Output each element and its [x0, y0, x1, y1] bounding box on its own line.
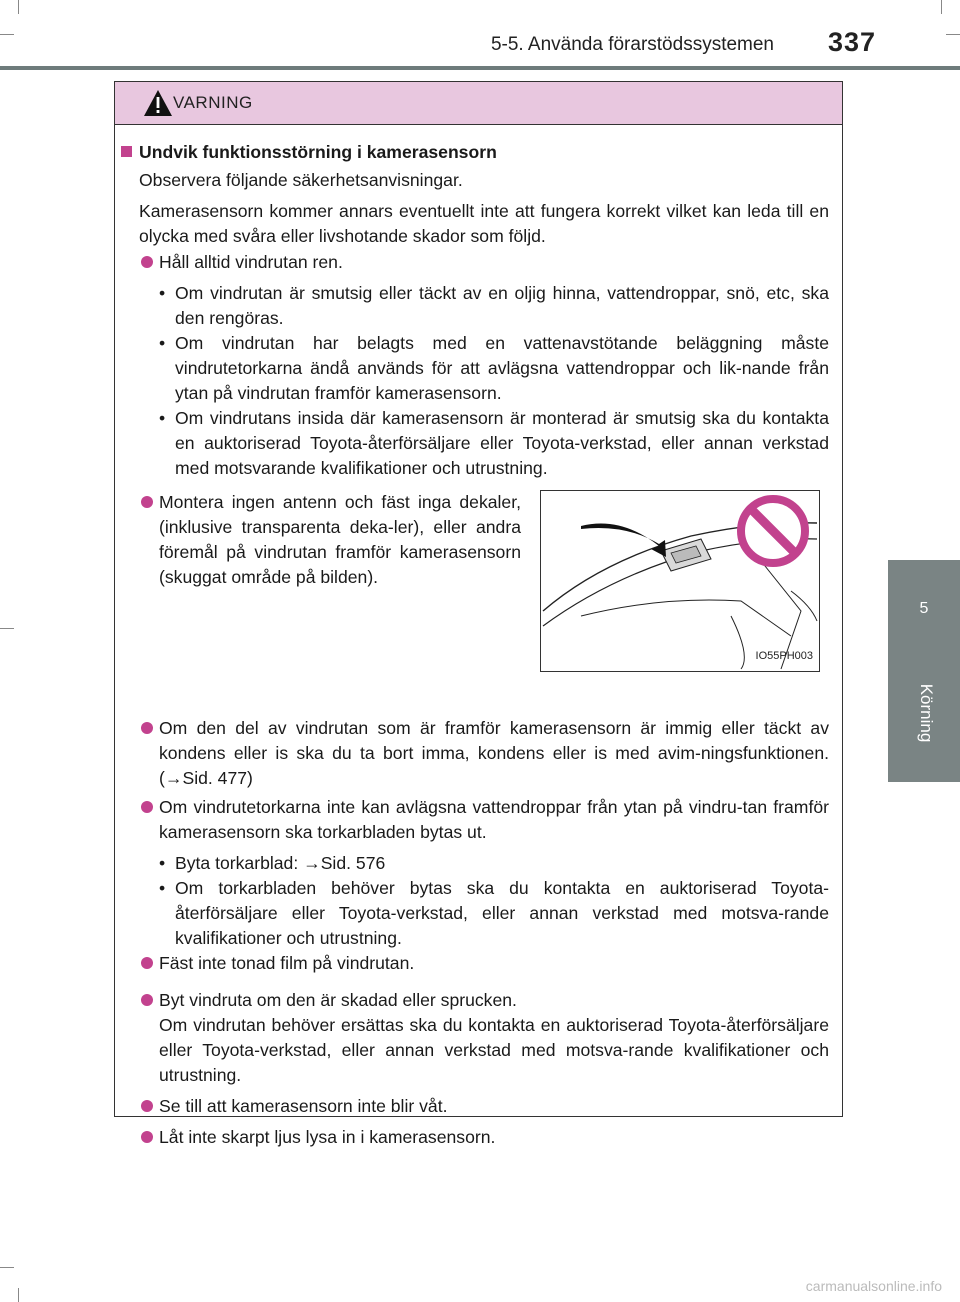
- bullet-dot-icon: [141, 994, 153, 1006]
- sub-bullet-item: Om torkarbladen behöver bytas ska du kontakta en auktoriserad Toyota-återförsäljare eller Toyota-verkstad, eller annan verkstad med motsva-rande kvalifikationer och utrustning.: [175, 878, 829, 948]
- warning-triangle-icon: [143, 89, 173, 117]
- pointer-arrow-icon: [581, 524, 666, 558]
- sub-bullet-item: Om vindrutans insida där kamerasensorn är monterad är smutsig ska du kontakta en auktoriserad Toyota-återförsäljare eller Toyota-verkstad, eller annan verkstad med motsvarande kvalifikationer och utrustning.: [175, 408, 829, 478]
- bullet-dot-icon: [141, 801, 153, 813]
- bullet-item: Om den del av vindrutan som är framför kamerasensorn är immig eller täckt av kondens eller is ska du ta bort imma, kondens eller is med avim-ningsfunktionen. (→Sid. 477): [159, 718, 829, 788]
- chapter-label-wrap: [906, 658, 946, 768]
- crop-mark: [18, 1288, 19, 1302]
- bullet-dot-icon: [141, 957, 153, 969]
- bullet-item: Håll alltid vindrutan ren.: [159, 252, 343, 272]
- sub-bullet-icon: •: [159, 333, 166, 353]
- bullet-item: Om vindrutetorkarna inte kan avlägsna vattendroppar från ytan på vindru-tan framför kamerasensorn ska torkarbladen bytas ut.: [159, 797, 829, 842]
- bullet-item: Fäst inte tonad film på vindrutan.: [159, 953, 415, 973]
- crop-mark: [0, 628, 14, 629]
- intro-paragraph: Kamerasensorn kommer annars eventuellt inte att fungera korrekt vilket kan leda till en olycka med svåra eller livshotande skador som följd.: [139, 201, 829, 246]
- chapter-label: Körning: [917, 683, 936, 743]
- sub-bullet-icon: •: [159, 408, 166, 428]
- bullet-item: Se till att kamerasensorn inte blir våt.: [159, 1096, 448, 1116]
- windshield-figure: [540, 490, 820, 672]
- bullet-item: Låt inte skarpt ljus lysa in i kamerasensorn.: [159, 1127, 496, 1147]
- watermark: carmanualsonline.info: [805, 1278, 942, 1294]
- sub-bullet-icon: •: [159, 878, 166, 898]
- chapter-tab: [888, 560, 960, 782]
- chapter-number: 5: [919, 600, 929, 617]
- page-number: 337: [827, 27, 876, 57]
- bullet-dot-icon: [141, 1100, 153, 1112]
- prohibition-icon: [741, 499, 805, 563]
- warning-header: [115, 82, 842, 125]
- sub-bullet-icon: •: [159, 853, 166, 873]
- bullet-dot-icon: [141, 496, 153, 508]
- warning-box: [114, 81, 843, 1147]
- bullet-item: Montera ingen antenn och fäst inga dekaler, (inklusive transparenta deka-ler), eller andra föremål på vindrutan framför kamerasensorn (skuggat område på bilden).: [159, 492, 521, 587]
- sub-bullet-item: Om vindrutan är smutsig eller täckt av en oljig hinna, vattendroppar, snö, etc, ska den rengöras.: [175, 283, 829, 328]
- crop-mark: [0, 1267, 14, 1268]
- page-header: [0, 0, 960, 66]
- bullet-dot-icon: [141, 722, 153, 734]
- section-heading: [121, 140, 497, 165]
- bullet-dot-icon: [141, 256, 153, 268]
- sub-bullet-item: Om vindrutan har belagts med en vattenavstötande beläggning måste vindrutetorkarna ändå används för att avlägsna vattendroppar och lik-nande från ytan på vindrutan framför kamerasensorn.: [175, 333, 829, 403]
- bullet-dot-icon: [141, 1131, 153, 1143]
- intro-paragraph: Observera följande säkerhetsanvisningar.: [139, 170, 463, 190]
- header-rule: [0, 66, 960, 70]
- bullet-item: Byt vindruta om den är skadad eller sprucken. Om vindrutan behöver ersättas ska du kontakta en auktoriserad Toyota-återförsäljare eller Toyota-verkstad, eller annan verkstad med motsva-rande kvalifikationer och utrustning.: [159, 990, 829, 1085]
- sub-bullet-icon: •: [159, 283, 166, 303]
- figure-code: IO55PH003: [755, 650, 813, 662]
- warning-title: VARNING: [173, 93, 253, 112]
- section-title: 5-5. Använda förarstödssystemen: [490, 34, 774, 55]
- sub-bullet-item: Byta torkarblad: →Sid. 576: [175, 853, 386, 873]
- section-heading-text: Undvik funktionsstörning i kamerasensorn: [139, 142, 497, 162]
- square-bullet-icon: [121, 146, 132, 157]
